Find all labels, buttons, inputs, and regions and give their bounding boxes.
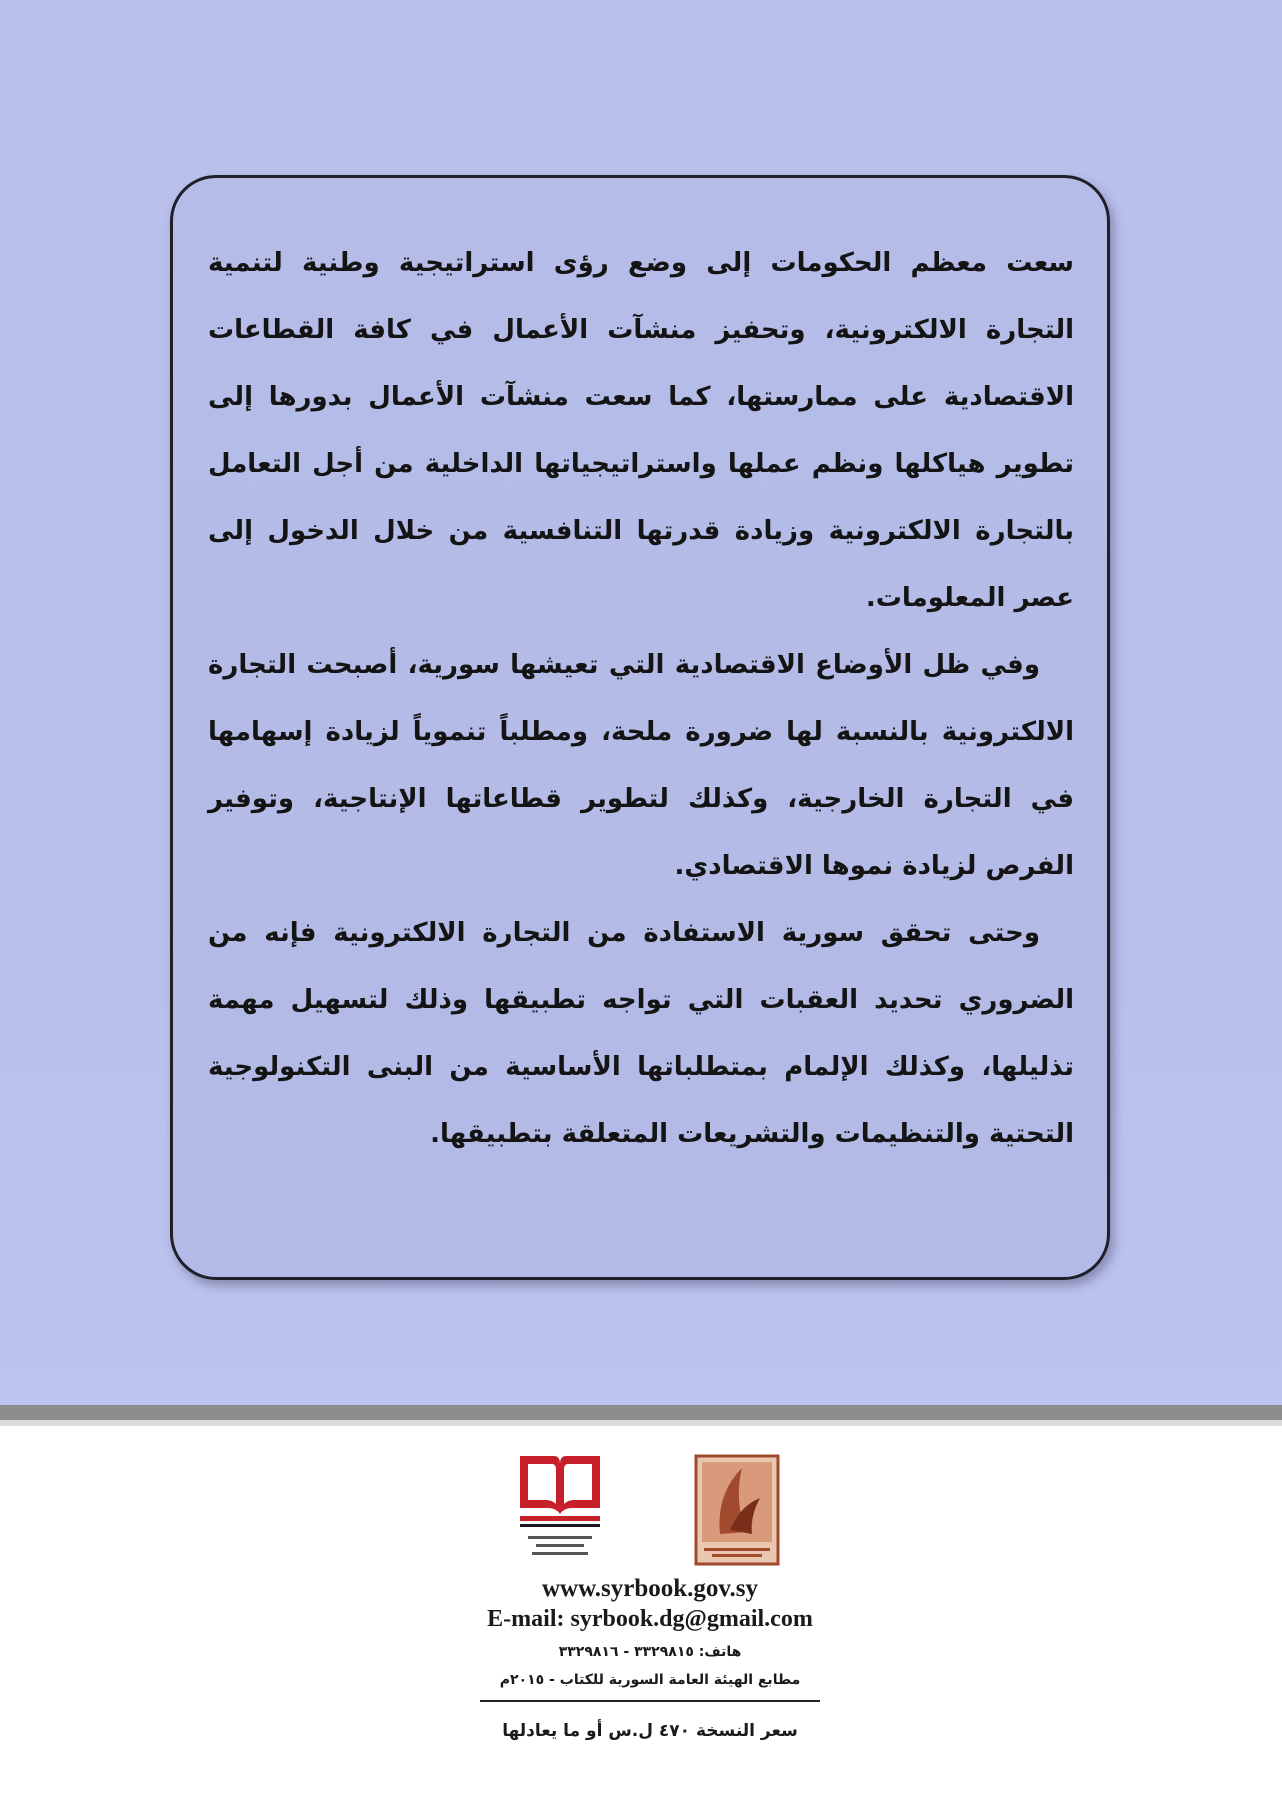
paragraph-1: سعت معظم الحكومات إلى وضع رؤى استراتيجية وطنية لتنمية التجارة الالكترونية، وتحفيز منشآت الأعمال في كافة القطاعات الاقتصادية على ممارستها، كما سعت منشآت الأعمال بدورها إلى تطوير هياكلها ونظم عملها واستراتيجياتها الداخلية من أجل التعامل بالتجارة الالكترونية وزيادة قدرتها التنافسية من خلال الدخول إلى عصر المعلومات. <box>208 248 1074 613</box>
phone-number: هاتف: ٣٣٢٩٨١٥ - ٣٣٢٩٨١٦ <box>558 1644 742 1660</box>
paragraph-3: وحتى تحقق سورية الاستفادة من التجارة الالكترونية فإنه من الضروري تحديد العقبات التي تواجه تطبيقها وذلك لتسهيل مهمة تذليلها، وكذلك الإلمام بمتطلباتها الأساسية من البنى التكنولوجية التحتية والتنظيمات والتشريعات المتعلقة بتطبيقها. <box>208 918 1074 1149</box>
footer-divider-band <box>0 1405 1282 1420</box>
contact-divider <box>480 1700 820 1702</box>
paragraph-2: وفي ظل الأوضاع الاقتصادية التي تعيشها سورية، أصبحت التجارة الالكترونية بالنسبة لها ضرورة ملحة، ومطلباً تنموياً لزيادة إسهامها في التجارة الخارجية، وكذلك لتطوير قطاعاتها الإنتاجية، وتوفير الفرص لزيادة نموها الاقتصادي. <box>208 650 1074 881</box>
ministry-emblem-icon <box>694 1454 780 1566</box>
open-book-icon <box>514 1448 606 1568</box>
panel-text <box>208 230 1074 1168</box>
website-link[interactable]: www.syrbook.gov.sy <box>541 1575 758 1602</box>
printer-credit: مطابع الهيئة العامة السورية للكتاب - ٢٠١٥م <box>499 1672 801 1688</box>
contact-block <box>440 1574 860 1744</box>
copy-price: سعر النسخة ٤٧٠ ل.س أو ما يعادلها <box>502 1721 798 1741</box>
footer-divider-band-light <box>0 1420 1282 1426</box>
email-link[interactable]: E-mail: syrbook.dg@gmail.com <box>487 1606 813 1632</box>
